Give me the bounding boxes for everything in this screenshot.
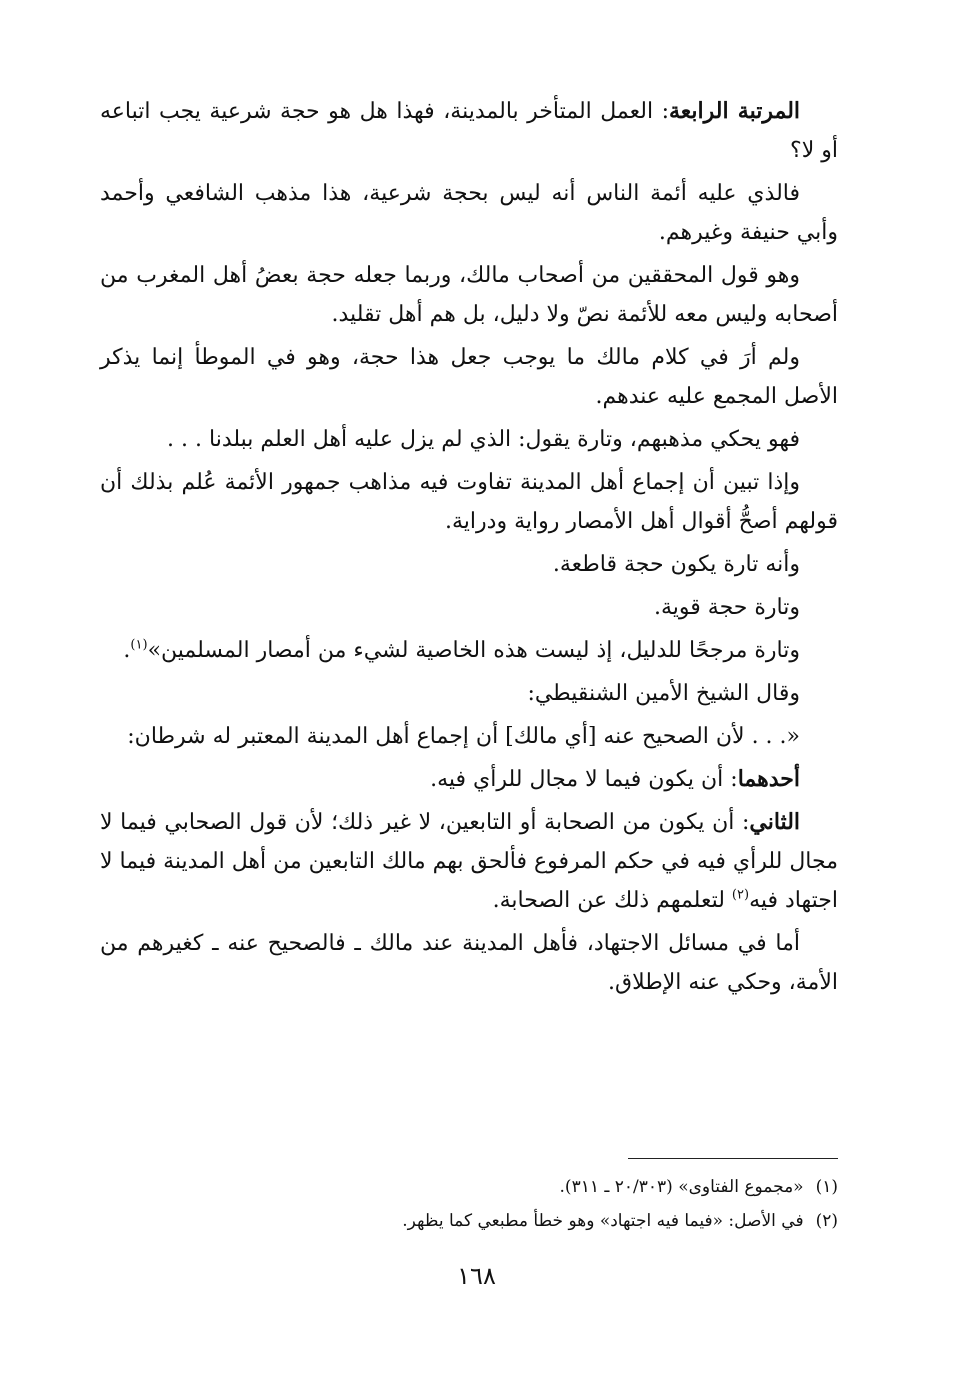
- label-separator: :: [653, 99, 670, 124]
- paragraph-text: أما في مسائل الاجتهاد، فأهل المدينة عند مالك ـ فالصحيح عنه ـ كغيرهم من الأمة، وحكي عنه الإطلاق.: [100, 931, 838, 995]
- paragraph-9: [100, 631, 838, 670]
- paragraph-text: وقال الشيخ الأمين الشنقيطي:: [527, 681, 800, 706]
- paragraph-text: أن يكون فيما لا مجال للرأي فيه.: [430, 767, 724, 792]
- footnote-marker-1[interactable]: (١): [130, 637, 148, 653]
- paragraph-3: [100, 256, 838, 334]
- paragraph-13: [100, 803, 838, 920]
- quote-paragraph: [100, 717, 838, 756]
- footnote-number: (١): [815, 1177, 838, 1197]
- paragraph-text: فهو يحكي مذهبهم، وتارة يقول: الذي لم يزل عليه أهل العلم ببلدنا . . .: [167, 427, 800, 452]
- paragraph-text: ولم أرَ في كلام مالك ما يوجب جعل هذا حجة، وهو في الموطأ إنما يذكر الأصل المجمع عليه عندهم.: [100, 345, 838, 409]
- paragraph-1: [100, 92, 838, 170]
- paragraph-14: [100, 924, 838, 1002]
- footnotes: [218, 1170, 838, 1238]
- paragraph-5: [100, 420, 838, 459]
- paragraph-text: وهو قول المحققين من أصحاب مالك، وربما جعله حجة بعضُ أهل المغرب من أصحابه وليس معه للأئمة نصّ ولا دليل، بل هم أهل تقليد.: [100, 263, 838, 327]
- page-number: ١٦٨: [457, 1262, 496, 1290]
- paragraph-text: «. . . لأن الصحيح عنه [أي مالك] أن إجماع أهل المدينة المعتبر له شرطان:: [127, 724, 800, 749]
- footnote-number: (٢): [815, 1211, 838, 1231]
- footnote-2: [218, 1204, 838, 1238]
- footnote-text: «مجموع الفتاوى» (٢٠/٣٠٣ ـ ٣١١).: [559, 1177, 804, 1197]
- footnote-divider: [628, 1158, 838, 1159]
- paragraph-text: العمل المتأخر بالمدينة، فهذا هل هو حجة شرعية يجب اتباعه أو لا؟: [100, 99, 838, 163]
- paragraph-8: [100, 588, 838, 627]
- paragraph-2: [100, 174, 838, 252]
- paragraph-label: المرتبة الرابعة: [669, 98, 801, 124]
- body-text: [100, 92, 838, 1006]
- paragraph-label: الثاني: [749, 809, 801, 835]
- paragraph-4: [100, 338, 838, 416]
- paragraph-text: وأنه تارة يكون حجة قاطعة.: [552, 552, 800, 577]
- footnote-1: [218, 1170, 838, 1204]
- paragraph-6: [100, 463, 838, 541]
- paragraph-text: وتارة حجة قوية.: [654, 595, 800, 620]
- label-separator: :: [734, 810, 750, 835]
- paragraph-text: أن يكون من الصحابة أو التابعين، لا غير ذلك؛ لأن قول الصحابي فيما لا مجال للرأي فيه في حكم المرفوع فألحق بهم مالك التابعين من أهل المدينة فيما لا اجتهاد فيه: [100, 810, 838, 913]
- footnote-text: في الأصل: «فيما فيه اجتهاد» وهو خطأ مطبعي كما يظهر.: [402, 1211, 804, 1231]
- label-separator: :: [723, 767, 738, 792]
- paragraph-text: فالذي عليه أئمة الناس أنه ليس بحجة شرعية، هذا مذهب الشافعي وأحمد وأبي حنيفة وغيرهم.: [100, 181, 838, 245]
- paragraph-12: [100, 760, 838, 799]
- paragraph-text: وإذا تبين أن إجماع أهل المدينة تفاوت فيه مذاهب جمهور الأئمة عُلم بذلك أن قولهم أصحُّ أقوال أهل الأمصار رواية ودراية.: [100, 470, 838, 534]
- paragraph-text-after: لتعلمهم ذلك عن الصحابة.: [492, 888, 732, 913]
- paragraph-7: [100, 545, 838, 584]
- paragraph-label: أحدهما: [737, 766, 800, 792]
- footnote-marker-2[interactable]: (٢): [731, 887, 750, 903]
- paragraph-text-after: .: [123, 638, 131, 663]
- paragraph-10: [100, 674, 838, 713]
- paragraph-text: وتارة مرجحًا للدليل، إذ ليست هذه الخاصية لشيء من أمصار المسلمين»: [147, 638, 800, 663]
